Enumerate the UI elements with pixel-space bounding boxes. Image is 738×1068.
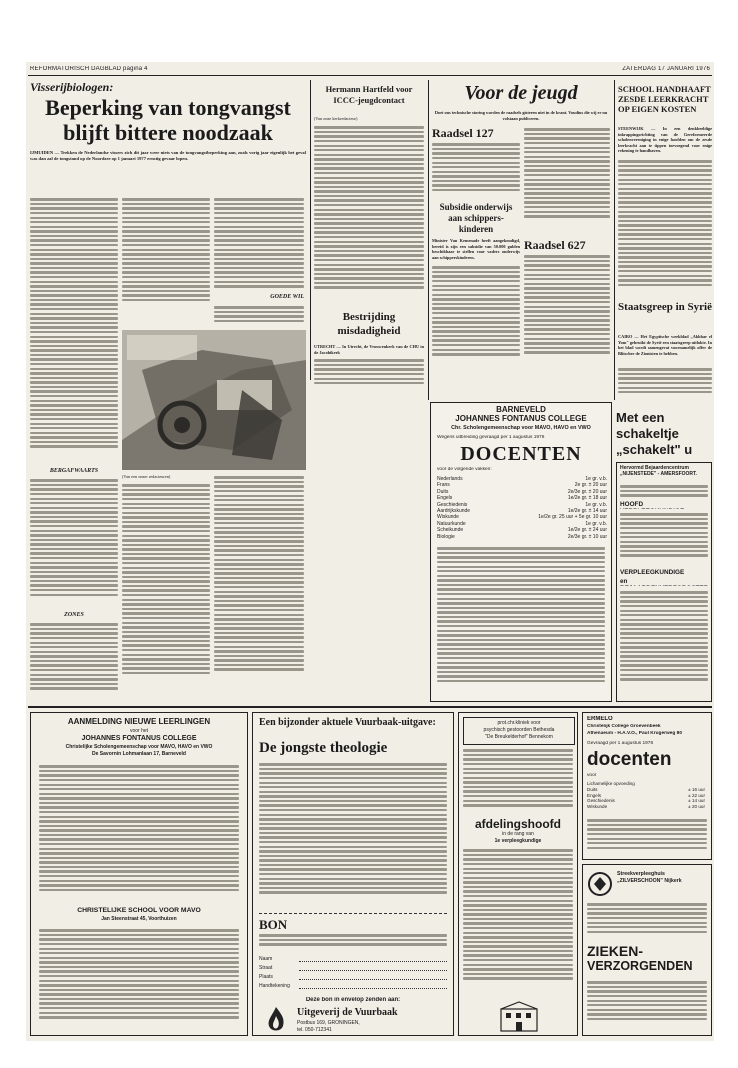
bennekom-ad [458, 712, 578, 1036]
jfc-place: BARNEVELD [496, 405, 546, 414]
vuurbaak-body [259, 761, 447, 909]
bennekom-building-icon [499, 1001, 539, 1033]
jfc-docenten-ad [430, 402, 612, 702]
main-col-2b [122, 482, 210, 700]
subject-name: Scheikunde [437, 527, 464, 534]
subject-name: Natuurkunde [437, 520, 466, 527]
hartfeld-intro: (Van onze kerkredacteur) [314, 116, 358, 121]
bennekom-sub: in de rang van [502, 831, 534, 837]
subject-hours: 1e/2e gr. ± 18 uur [567, 495, 607, 502]
ermelo-subject-list [587, 781, 705, 815]
main-lead: IJMUIDEN — Trekken de Nederlandse vissers zich dit jaar weer niets van de tongvangstbeperking aan, zoals vorig jaar eigenlijk het geval was dan zal de tongstand op de Noordzee op 1 januari 1977 ernstig gevaar lopen. [30, 150, 306, 161]
staatsgreep-headline: Staatsgreep in Syrië [618, 301, 712, 313]
zilverschoon-ad [582, 864, 712, 1036]
ermelo-title: docenten [587, 749, 672, 770]
aanmelding-sub-2: De Savornin Lohmanlaan 17, Barneveld [92, 751, 186, 757]
subject-hours: ± 16 uur [688, 786, 705, 792]
school-body [618, 158, 712, 298]
vuurbaak-flame-icon [263, 1006, 289, 1034]
subject-hours: 2e/3e gr. ± 10 uur [567, 533, 607, 540]
main-col-1 [30, 196, 118, 466]
bejaarden-title-1: HOOFD [620, 501, 644, 508]
subject-name: Biologie [437, 533, 455, 540]
subject-hours: ± 22 uur [688, 792, 705, 798]
jfc-title: DOCENTEN [460, 443, 582, 465]
subject-name: Geschiedenis [437, 501, 468, 508]
raadsel-127-body [432, 141, 520, 199]
aanmelding-mid-sub: Jan Steenstraat 45, Voorthuizen [101, 916, 177, 922]
page-header-date: ZATERDAG 17 JANUARI 1976 [622, 66, 710, 72]
aanmelding-sub-1: Christelijke Scholengemeenschap voor MAVO, HAVO en VWO [65, 744, 213, 750]
aanmelding-school: JOHANNES FONTANUS COLLEGE [81, 735, 197, 742]
subject-name: Aardrijkskunde [437, 508, 471, 515]
subsidie-intro: Minister Van Kemenade heeft aangekondigd, bereid is zijn een subsidie van 50.000 gulden beschikbaar te stellen voor vaders onderwijs aan schipperskinderen. [432, 238, 520, 260]
newspaper-page [26, 62, 714, 1041]
subject-hours: ± 20 uur [688, 804, 705, 810]
jeugd-col-2 [524, 126, 610, 236]
jfc-body [437, 545, 605, 695]
publisher-name: Uitgeverij de Vuurbaak [297, 1007, 398, 1018]
subject-hours: 1e gr. v.b. [585, 501, 607, 508]
raadsel-627-body [524, 253, 610, 373]
vuurbaak-ad [252, 712, 454, 1036]
ermelo-head-1: ERMELO [587, 716, 613, 722]
hartfeld-headline: Hermann Hartfeld voor ICCC-jeugdcontact [325, 84, 413, 105]
column-rule-2 [428, 80, 429, 400]
main-headline-2: blijft bittere noodzaak [63, 120, 273, 145]
aanmelding-for: voor het [129, 728, 149, 734]
school-intro: STEENWIJK — In een denkbeeldige inkrappingsrichting van de Gereformeerde scholenvereniging in enige hoofden om de zesde leerkracht aan te tippen toevoegend voor enige rekening te handhaven. [618, 126, 712, 154]
bejaarden-ad [616, 462, 712, 702]
header-rule [28, 75, 712, 76]
main-col-1c [30, 621, 118, 701]
subject-hours: 2e/3e gr. ± 20 uur [567, 488, 607, 495]
subject-hours: 1e gr. v.b. [585, 520, 607, 527]
ermelo-ad [582, 712, 712, 860]
subsidie-body [432, 264, 520, 374]
ermelo-voor: voor [587, 773, 597, 778]
aanmelding-title: AANMELDING NIEUWE LEERLINGEN [67, 717, 211, 726]
column-rule-3 [614, 80, 615, 400]
main-col-3b [214, 304, 304, 326]
subject-row [437, 534, 607, 540]
subject-hours: 1e/2e gr. 25 uur + 5e gr. 10 uur [538, 514, 607, 521]
cut-line [259, 913, 447, 914]
subject-hours: 1e/2e gr. ± 24 uur [567, 527, 607, 534]
aanmelding-ad [30, 712, 248, 1036]
bon-field-naam[interactable] [259, 953, 447, 962]
article-photo [122, 330, 306, 470]
bon-field-plaats[interactable] [259, 971, 447, 980]
zilverschoon-big-2: VERZORGENDEN [587, 959, 693, 973]
bon-footer: Deze bon in envelop zenden aan: [305, 997, 401, 1003]
bennekom-org-3: "De Breukelderhof" Bennekom [485, 734, 553, 740]
jfc-sub: Chr. Scholengemeenschap voor MAVO, HAVO en VWO [451, 425, 591, 431]
bon-text [259, 932, 447, 950]
bennekom-body-1 [463, 747, 573, 815]
subject-hours: 1e/2e gr. ± 14 uur [567, 508, 607, 515]
zilverschoon-body-1 [587, 901, 707, 941]
jfc-wanted: Wegens uitbreiding gevraagd per 1 augustus 1976 [437, 435, 545, 440]
subject-name: Engels [587, 792, 602, 798]
kicker: Visserijbiologen: [30, 80, 114, 94]
subhead-goede-wil: GOEDE WIL [270, 294, 304, 300]
jfc-school: JOHANNES FONTANUS COLLEGE [455, 414, 587, 423]
bejaarden-body-2 [620, 589, 708, 699]
main-headline-1: Beperking van tongvangst [45, 95, 291, 120]
field-label: Plaats [259, 974, 273, 980]
ermelo-wanted: Gevraagd per 1 augustus 1976 [587, 741, 654, 746]
bennekom-org-2: psychisch gestoorden Bethesda [483, 727, 555, 733]
bejaarden-head: Hervormd Bejaardencentrum „NIJENSTEDE" - AMERSFOORT. [620, 465, 697, 477]
staatsgreep-intro: CAIRO — Het Egyptische weekblad „Akhbar el Yom" gebruikt de Syrië een staatsgreep uitlokte. In het blad wordt samengevat voornamelijk offer de Blitscher de Zionisten te hebben. [618, 334, 712, 356]
ermelo-head-3: Athenaeum - H.A.V.O., Paul Krugerweg 80 [587, 731, 682, 736]
photo-caption-head: (Van een onzer redacteuren) [122, 474, 171, 479]
publisher-tel: tel. 050-712341 [297, 1027, 332, 1033]
school-headline: SCHOOL HANDHAAFT ZESDE LEERKRACHT OP EIGEN KOSTEN [618, 84, 711, 114]
subject-name: Geschiedenis [587, 798, 615, 804]
bon-field-straat[interactable] [259, 962, 447, 971]
bon-form [259, 953, 447, 993]
subject-name: Wiskunde [437, 514, 459, 521]
subject-hours: ± 14 uur [688, 798, 705, 804]
subject-hours: 2e gr. ± 20 uur [574, 482, 607, 489]
section-rule [28, 706, 712, 708]
vuurbaak-headline-2: De jongste theologie [259, 740, 388, 756]
bennekom-body-2 [463, 847, 573, 997]
subject-name: Engels [437, 495, 453, 502]
subject-name: Duits [437, 488, 449, 495]
field-label: Handtekening [259, 983, 290, 989]
subsidie-headline: Subsidie onderwijs aan schippers-kinderen [439, 202, 513, 234]
jfc-subject-list [437, 476, 607, 542]
zilverschoon-name: Streekverpleeghuis „ZILVERSCHOON" Nijkerk [617, 871, 682, 884]
bejaarden-intro [620, 483, 708, 499]
bejaarden-title-3: en [620, 578, 628, 585]
zilverschoon-logo-icon [587, 871, 613, 897]
field-label: Naam [259, 956, 273, 962]
schakeltje-headline: Met een schakeltje „schakelt" u [616, 410, 693, 457]
bestrijding-body [314, 357, 424, 387]
page-header-left: REFORMATORISCH DAGBLAD pagina 4 [30, 66, 148, 72]
jfc-for: voor de volgende vakken: [437, 467, 492, 472]
aanmelding-body-2 [39, 927, 239, 1031]
publisher-address: Postbus 169, GRONINGEN, [297, 1020, 360, 1026]
subhead-zones: ZONES [64, 612, 84, 618]
subhead-bergafwaarts: BERGAFWAARTS [49, 468, 99, 474]
zilverschoon-body-2 [587, 979, 707, 1033]
main-col-3c [214, 474, 304, 700]
bejaarden-title-2: VERPLEEGKUNDIGE [620, 569, 685, 576]
jeugd-title: Voor de jeugd [464, 82, 578, 104]
raadsel-127: Raadsel 127 [432, 126, 494, 140]
jeugd-intro: Doet ons technische storing worden de raadsels gisteren niet in de krant. Voudius die wij er nu volstaan publiceren. [434, 110, 608, 121]
bennekom-title: afdelingshoofd [475, 817, 561, 831]
column-rule [310, 80, 311, 380]
bestrijding-headline: Bestrijding misdadigheid [337, 311, 401, 337]
subject-name: Wiskunde [587, 804, 608, 810]
subject-name: Lichamelijke opvoeding [587, 781, 635, 786]
field-label: Straat [259, 965, 273, 971]
subject-name: Duits [587, 786, 598, 792]
aanmelding-mid-title: CHRISTELIJKE SCHOOL VOOR MAVO [77, 907, 201, 914]
vuurbaak-headline-1: Een bijzonder aktuele Vuurbaak-uitgave: [259, 717, 436, 728]
bon-field-handtekening[interactable] [259, 980, 447, 989]
subject-hours: 1e gr. v.b. [585, 476, 607, 482]
subject-name: Frans [437, 482, 450, 489]
bennekom-logo [463, 717, 575, 745]
aanmelding-body-1 [39, 763, 239, 903]
main-col-1b [30, 477, 118, 610]
ermelo-head-2: Christelijk College Groevenbeek [587, 724, 661, 729]
bennekom-org-1: prot.chr.kliniek voor [497, 720, 541, 726]
zilverschoon-big-1: ZIEKEN- [587, 943, 643, 959]
ermelo-body [587, 817, 707, 857]
hartfeld-body [314, 124, 424, 310]
raadsel-627: Raadsel 627 [524, 238, 586, 252]
bestrijding-intro: UTRECHT — In Utrecht, de Vrouwenkerk van de CHU in de Jacobikerk [314, 344, 424, 355]
bon-title: BON [259, 917, 288, 931]
bennekom-sub-2: 1e verpleegkundige [494, 838, 542, 844]
bejaarden-body-1 [620, 511, 708, 567]
subject-row [587, 804, 705, 810]
subject-name: Nederlands [437, 476, 463, 482]
staatsgreep-body [618, 366, 712, 400]
main-col-2 [122, 196, 210, 316]
